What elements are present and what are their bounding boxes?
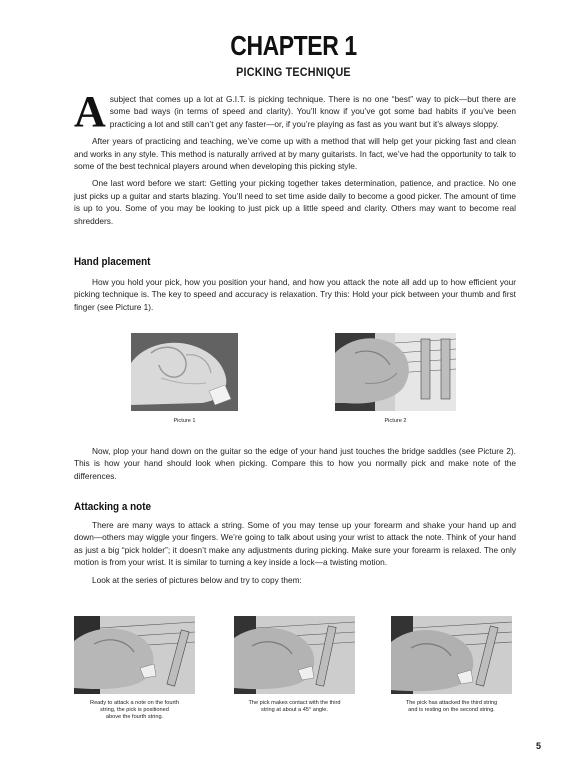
picture-1-photo [131, 333, 238, 411]
chapter-title: CHAPTER 1 [230, 30, 357, 61]
intro-paragraph-3: One last word before we start: Getting your picking together takes determination, patience, and practice. No one just picks up a guitar and starts blazing. You’ll need to set time aside daily to become a good picker. The amount of time is up to you. Some of you may be looking to just pick up a little speed and clarity. Others may want to become real shredders. [74, 178, 516, 226]
hand-placement-paragraph-2: Now, plop your hand down on the guitar so the edge of your hand just touches the bridge saddles (see Picture 2). This is how your hand should look when picking. Compare this to how you normally pick and make note of the differences. [74, 446, 516, 481]
attacking-paragraph-2: Look at the series of pictures below and try to copy them: [92, 574, 302, 585]
attack-caption-3 [391, 700, 512, 714]
attack-photo-1 [74, 616, 195, 694]
attack-caption-1-line-3: above the fourth string. [105, 714, 164, 720]
attack-caption-3-line-1: The pick has attacked the third string [405, 700, 498, 706]
attack-caption-1-line-1: Ready to attack a note on the fourth [90, 700, 179, 706]
hand-placement-paragraph-1: How you hold your pick, how you position your hand, and how you attack the note all add up to how efficient your picking technique is. The key to speed and accuracy is relaxation. Try this: Hold your pick between your thumb and first finger (see Picture 1). [74, 277, 516, 312]
picture-1-caption: Picture 1 [173, 418, 196, 424]
attack-photo-2 [234, 616, 355, 694]
attack-caption-2 [234, 700, 355, 714]
drop-cap: A [74, 87, 106, 136]
attacking-text [74, 519, 516, 591]
picture-2-caption: Picture 2 [384, 418, 407, 424]
hand-placement-text-2 [74, 445, 516, 487]
intro-paragraph-1 [74, 87, 516, 136]
attack-caption-2-line-2: string at about a 45° angle. [261, 707, 328, 713]
intro-paragraph-2: After years of practicing and teaching, we’ve come up with a method that will help get your picking fast and clean and works in any style. This method is naturally arrived at by many guitarists. In fact, we’ve had the opportunity to talk to some of the best technical players around when developing this picking style. [74, 136, 516, 172]
intro-paragraph-1-text: subject that comes up a lot at G.I.T. is picking technique. There is no one “best” way to pick—but there are some bad ways (in terms of speed and clarity). You’ll know if you’ve got some bad habits if you’ve been practicing a lot and still can’t get any faster—or, if you’re playing as fast as you want but it’s always sloppy. [109, 94, 516, 129]
attack-caption-3-line-2: and is resting on the second string. [408, 707, 495, 713]
intro-section [74, 87, 516, 232]
chapter-subtitle: PICKING TECHNIQUE [236, 65, 351, 79]
attacking-heading: Attacking a note [74, 501, 152, 513]
page-number: 5 [535, 741, 541, 751]
attack-caption-1-line-2: string, the pick is positioned [100, 707, 169, 713]
attack-photo-3 [391, 616, 512, 694]
hand-placement-heading: Hand placement [74, 256, 151, 268]
hand-placement-text [74, 276, 516, 318]
attack-caption-1 [74, 700, 195, 721]
picture-2-photo [335, 333, 456, 411]
attacking-paragraph-1: There are many ways to attack a string. Some of you may tense up your forearm and shake your hand up and down—others may wiggle your fingers. We’re going to talk about using your wrist to attack the note. Think of your hand as just a big “pick holder”; it doesn’t make any adjustments during picking. Make sure your forearm is relaxed. The only motion is from your wrist. It is similar to turning a key inside a lock—a twisting motion. [74, 520, 516, 568]
attack-caption-2-line-1: The pick makes contact with the third [248, 700, 341, 706]
